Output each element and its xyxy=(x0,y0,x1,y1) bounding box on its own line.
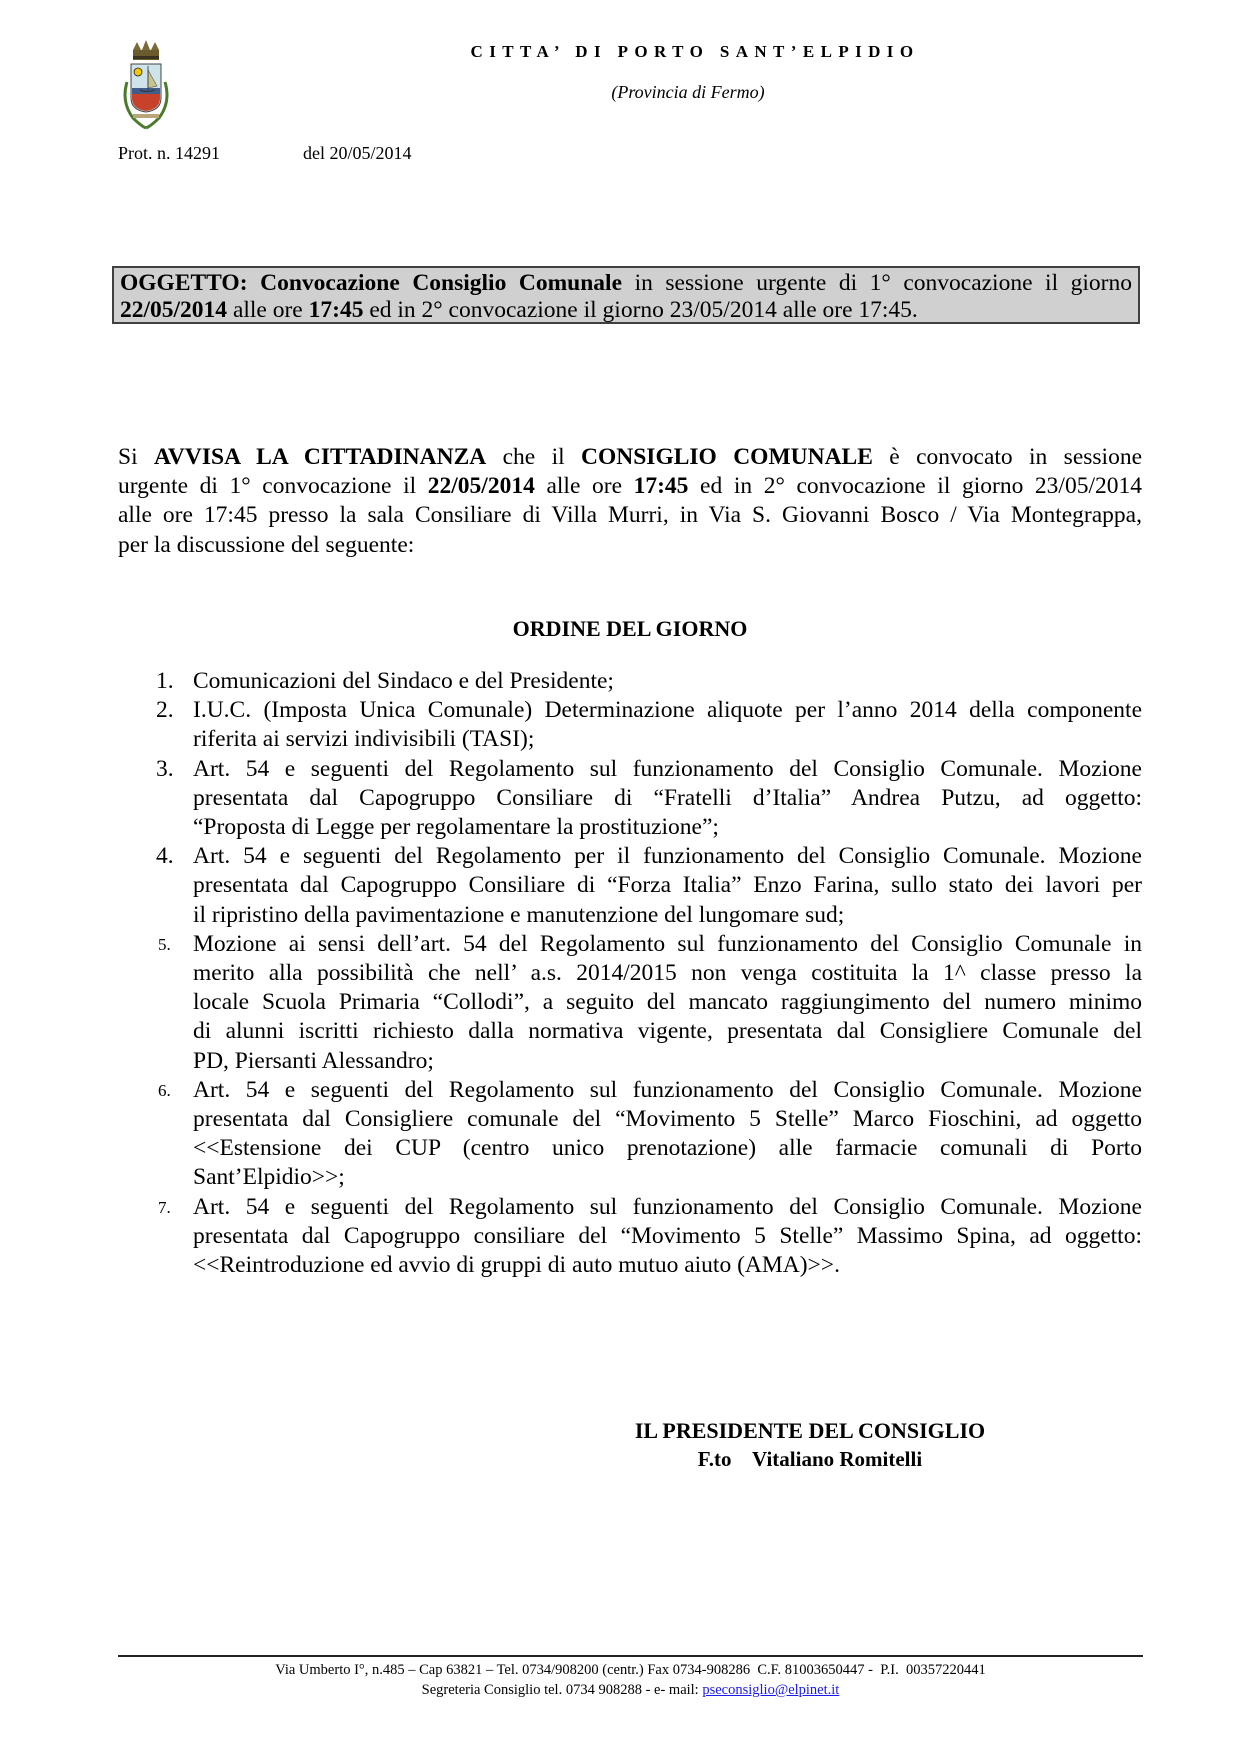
signature-title: IL PRESIDENTE DEL CONSIGLIO xyxy=(634,1418,986,1443)
agenda-item xyxy=(118,696,1142,754)
city-title: CITTA’ DI PORTO SANT’ELPIDIO xyxy=(470,42,920,61)
agenda-item-line: presentata dal Capogruppo Consiliare di “Forza Italia” Enzo Farina, sullo stato dei lavori per xyxy=(193,872,1142,899)
subject-text: ed in 2° convocazione il giorno 23/05/2014 alle ore 17:45. xyxy=(363,297,918,323)
agenda-item-line: merito alla possibilità che nell’ a.s. 2014/2015 non venga costituita la 1^ classe presso la xyxy=(193,960,1142,987)
agenda-item xyxy=(118,755,1142,843)
notice-text: alle ore xyxy=(534,473,634,500)
subject-box xyxy=(112,266,1140,324)
agenda-item-line: Art. 54 e seguenti del Regolamento sul funzionamento del Consiglio Comunale. Mozione xyxy=(193,1193,1142,1220)
notice-bold: CONSIGLIO COMUNALE xyxy=(581,444,873,470)
footer-divider xyxy=(118,1655,1143,1657)
notice-bold: 22/05/2014 xyxy=(427,473,535,500)
protocol-date: del 20/05/2014 xyxy=(303,143,412,163)
notice-text: ed in 2° convocazione il giorno 23/05/2014 xyxy=(688,473,1142,500)
notice-text: che il xyxy=(486,444,582,470)
subject-label: OGGETTO: xyxy=(120,270,248,296)
footer-contact-text: Segreteria Consiglio tel. 0734 908288 - e- mail: xyxy=(421,1682,703,1698)
subject-line-1 xyxy=(120,270,1132,297)
crown-icon xyxy=(133,40,159,60)
agenda-item-line: “Proposta di Legge per regolamentare la prostituzione”; xyxy=(193,814,719,841)
footer-contact xyxy=(118,1682,1143,1699)
agenda-item-number: 7. xyxy=(158,1197,171,1217)
agenda-item-line: di alunni iscritti richiesto dalla normativa vigente, presentata dal Consigliere Comunale del xyxy=(193,1018,1142,1045)
agenda-item-line: Sant’Elpidio>>; xyxy=(193,1164,345,1191)
subject-text: alle ore xyxy=(227,297,309,323)
agenda-item xyxy=(118,930,1142,1076)
agenda-item-line: presentata dal Capogruppo consiliare del “Movimento 5 Stelle” Massimo Spina, ad oggetto: xyxy=(193,1222,1142,1249)
subject-line-2 xyxy=(120,297,1132,324)
agenda-item-line: Art. 54 e seguenti del Regolamento sul funzionamento del Consiglio Comunale. Mozione xyxy=(193,1076,1142,1103)
agenda-item-number: 2. xyxy=(156,697,174,724)
agenda-item-line: il ripristino della pavimentazione e manutenzione del lungomare sud; xyxy=(193,901,845,928)
notice-paragraph xyxy=(118,443,1142,560)
signature-name: F.to Vitaliano Romitelli xyxy=(697,1447,923,1471)
city-coat-of-arms-icon xyxy=(113,40,179,132)
footer-email-link[interactable]: pseconsiglio@elpinet.it xyxy=(702,1682,840,1698)
agenda-item-line: PD, Piersanti Alessandro; xyxy=(193,1047,434,1074)
agenda-item-line: Mozione ai sensi dell’art. 54 del Regolamento sul funzionamento del Consiglio Comunale in xyxy=(193,930,1142,957)
agenda-item-number: 3. xyxy=(156,755,174,782)
agenda-item-line: <<Estensione dei CUP (centro unico prenotazione) alle farmacie comunali di Porto xyxy=(193,1135,1142,1162)
agenda-item xyxy=(118,1076,1142,1193)
agenda-item-line: Art. 54 e seguenti del Regolamento sul funzionamento del Consiglio Comunale. Mozione xyxy=(193,755,1142,782)
agenda-item-line: Comunicazioni del Sindaco e del Presidente; xyxy=(193,668,614,694)
agenda-item-number: 4. xyxy=(156,843,174,870)
agenda-item-number: 1. xyxy=(156,668,174,694)
notice-line xyxy=(118,472,1142,501)
notice-bold: 17:45 xyxy=(633,473,689,500)
protocol-number: Prot. n. 14291 xyxy=(118,143,221,163)
province-subtitle: (Provincia di Fermo) xyxy=(611,82,765,102)
notice-text: Si xyxy=(118,444,154,470)
subject-date-1: 22/05/2014 xyxy=(120,297,228,323)
agenda-item-line: presentata dal Consigliere comunale del “Movimento 5 Stelle” Marco Fioschini, ad oggetto xyxy=(193,1106,1142,1133)
agenda-item-line: I.U.C. (Imposta Unica Comunale) Determinazione aliquote per l’anno 2014 della componente xyxy=(193,697,1142,724)
agenda-list xyxy=(118,667,1142,1280)
shield-icon xyxy=(131,64,161,112)
agenda-title: ORDINE DEL GIORNO xyxy=(512,616,748,641)
subject-time-1: 17:45 xyxy=(308,297,364,323)
agenda-item-line: riferita ai servizi indivisibili (TASI); xyxy=(193,726,535,753)
protocol-line xyxy=(118,143,412,164)
notice-line: alle ore 17:45 presso la sala Consiliare di Villa Murri, in Via S. Giovanni Bosco / Via Montegrappa, xyxy=(118,502,1142,529)
footer-address: Via Umberto I°, n.485 – Cap 63821 – Tel. 0734/908200 (centr.) Fax 0734-908286 C.F. 81003650447 - P.I. 00357220441 xyxy=(275,1662,986,1678)
agenda-item xyxy=(118,1193,1142,1281)
agenda-item-line: presentata dal Capogruppo Consiliare di “Fratelli d’Italia” Andrea Putzu, ad oggetto: xyxy=(193,784,1142,811)
agenda-item-number: 5. xyxy=(158,934,171,954)
agenda-item xyxy=(118,842,1142,930)
agenda-item-number: 6. xyxy=(158,1080,171,1100)
subject-title: Convocazione Consiglio Comunale xyxy=(260,270,623,296)
notice-bold: AVVISA LA CITTADINANZA xyxy=(153,444,487,470)
agenda-item-line: locale Scuola Primaria “Collodi”, a seguito del mancato raggiungimento del numero minimo xyxy=(193,989,1142,1016)
subject-text: in sessione urgente di 1° convocazione il giorno xyxy=(622,270,1133,296)
agenda-item xyxy=(118,667,1142,696)
agenda-item-line: Art. 54 e seguenti del Regolamento per il funzionamento del Consiglio Comunale. Mozione xyxy=(193,843,1142,870)
agenda-item-line: <<Reintroduzione ed avvio di gruppi di auto mutuo aiuto (AMA)>>. xyxy=(193,1252,840,1279)
notice-line: per la discussione del seguente: xyxy=(118,531,415,558)
notice-text: urgente di 1° convocazione il xyxy=(118,473,428,500)
notice-text: è convocato in sessione xyxy=(872,444,1143,470)
notice-line xyxy=(118,443,1142,472)
